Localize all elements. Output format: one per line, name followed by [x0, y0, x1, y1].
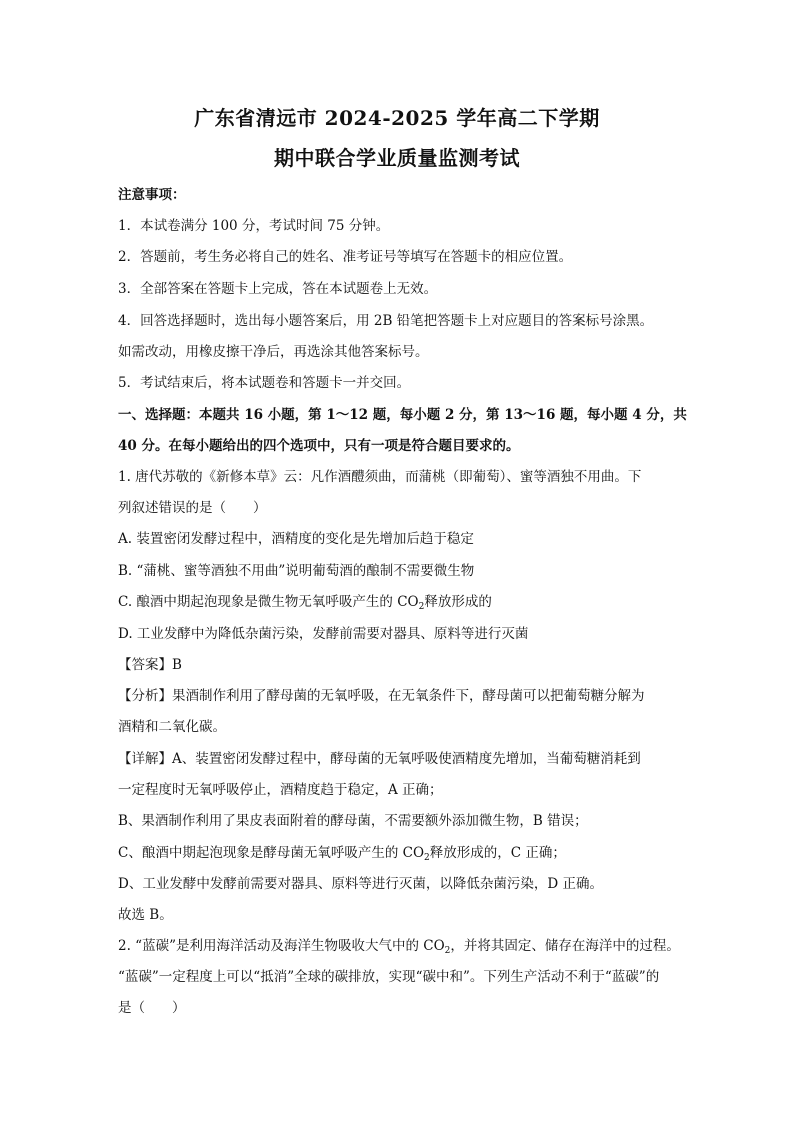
q1-detail-line4 [118, 843, 688, 863]
q1-option-c-text: C. 酿酒中期起泡现象是微生物无氧呼吸产生的 CO [118, 594, 419, 610]
q1-detail-line4-text: C、酿酒中期起泡现象是酵母菌无氧呼吸产生的 CO [118, 845, 425, 861]
q2-stem-line3: 是（ ） [118, 1000, 186, 1016]
notice-item-2: 2．答题前，考生务必将自己的姓名、准考证号等填写在答题卡的相应位置。 [118, 249, 573, 265]
q1-detail-line2: 一定程度时无氧呼吸停止，酒精度趋于稳定，A 正确； [118, 782, 443, 798]
exam-title-line1: 广东省清远市 2024-2025 学年高二下学期 [194, 106, 600, 130]
q1-option-a: A. 装置密闭发酵过程中，酒精度的变化是先增加后趋于稳定 [118, 531, 474, 547]
q2-stem-line2: “蓝碳”一定程度上可以“抵消”全球的碳排放，实现“碳中和”。下列生产活动不利于“蓝碳”的 [118, 969, 660, 985]
q1-stem-line1: 1. 唐代苏敬的《新修本草》云：凡作酒醴须曲，而蒲桃（即葡萄）、蜜等酒独不用曲。下 [118, 469, 642, 485]
q1-option-c-text-end: 释放形成的 [424, 594, 492, 610]
q1-detail-line1: 【详解】A、装置密闭发酵过程中，酵母菌的无氧呼吸使酒精度先增加，当葡萄糖消耗到 [118, 751, 641, 767]
q1-option-c [118, 592, 688, 612]
q1-analysis-line1: 【分析】果酒制作利用了酵母菌的无氧呼吸，在无氧条件下，酵母菌可以把葡萄糖分解为 [118, 688, 645, 704]
q1-option-c-subscript: 2 [418, 602, 425, 612]
q1-detail-line4-text-end: 释放形成的，C 正确； [429, 845, 566, 861]
q1-detail-line4-subscript: 2 [424, 853, 430, 863]
section-heading-line1: 一、选择题：本题共 16 小题，第 1～12 题，每小题 2 分，第 13～16 题，每小题 4 分，共 [118, 407, 687, 423]
q1-analysis-line2: 酒精和二氧化碳。 [118, 719, 226, 735]
q2-stem-line1-text: 2. “蓝碳”是利用海洋活动及海洋生物吸收大气中的 CO [118, 938, 445, 954]
q1-stem-line2: 列叙述错误的是（ ） [118, 500, 267, 516]
notice-heading: 注意事项： [118, 187, 186, 203]
q1-option-b: B. “蒲桃、蜜等酒独不用曲”说明葡萄酒的酿制不需要微生物 [118, 563, 475, 579]
q1-option-d: D. 工业发酵中为降低杂菌污染，发酵前需要对器具、原料等进行灭菌 [118, 626, 529, 642]
q2-stem-line1-text-end: ，并将其固定、储存在海洋中的过程。 [450, 938, 680, 954]
notice-item-4-cont: 如需改动，用橡皮擦干净后，再选涂其他答案标号。 [118, 344, 429, 360]
exam-title-line2: 期中联合学业质量监测考试 [274, 146, 520, 170]
q1-detail-line3: B、果酒制作利用了果皮表面附着的酵母菌，不需要额外添加微生物，B 错误； [118, 813, 588, 829]
q1-detail-line5: D、工业发酵中发酵前需要对器具、原料等进行灭菌，以降低杂菌污染，D 正确。 [118, 876, 603, 892]
q1-answer: 【答案】B [118, 657, 182, 673]
q2-stem-line1 [118, 936, 688, 956]
notice-item-5: 5．考试结束后，将本试题卷和答题卡一并交回。 [118, 375, 411, 391]
notice-item-4: 4．回答选择题时，选出每小题答案后，用 2B 铅笔把答题卡上对应题目的答案标号涂黑。 [118, 313, 654, 329]
q1-conclusion: 故选 B。 [118, 907, 173, 923]
section-heading-line2: 40 分。在每小题给出的四个选项中，只有一项是符合题目要求的。 [118, 438, 520, 454]
q2-stem-line1-subscript: 2 [444, 946, 451, 956]
notice-item-3: 3．全部答案在答题卡上完成，答在本试题卷上无效。 [118, 281, 438, 297]
notice-item-1: 1．本试卷满分 100 分，考试时间 75 分钟。 [118, 218, 390, 234]
